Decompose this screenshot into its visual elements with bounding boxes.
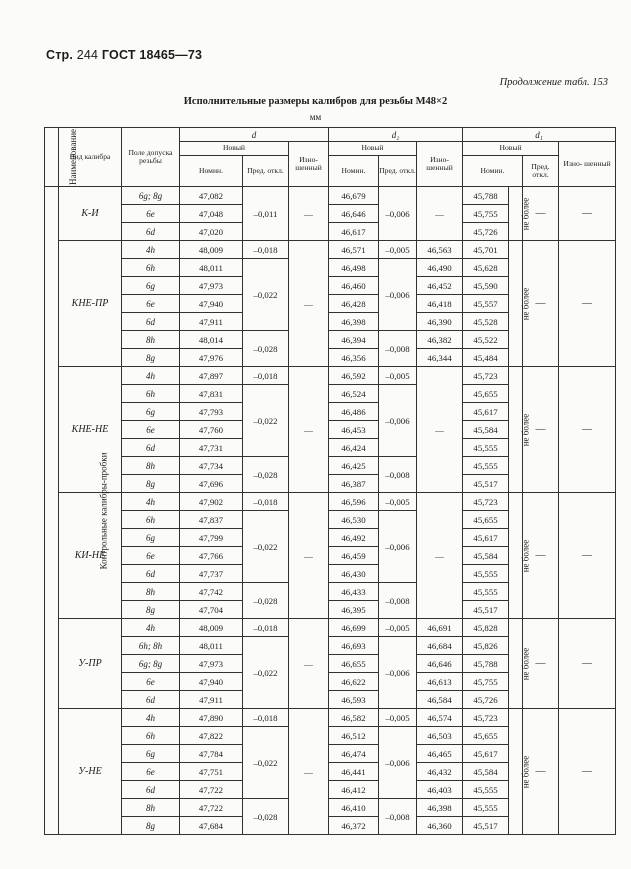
d2-nominal: 46,492 (329, 529, 379, 547)
tolerance-field: 6h (122, 511, 180, 529)
d1-nominal: 45,617 (463, 745, 509, 763)
d2-nominal: 46,453 (329, 421, 379, 439)
d-nominal: 47,742 (180, 583, 243, 601)
d2-nominal: 46,412 (329, 781, 379, 799)
d-deviation: –0,028 (243, 799, 289, 835)
d2-nominal: 46,460 (329, 277, 379, 295)
d-nominal: 47,684 (180, 817, 243, 835)
d-deviation: –0,018 (243, 241, 289, 259)
d2-deviation: –0,008 (379, 331, 417, 367)
d-nominal: 47,784 (180, 745, 243, 763)
d2-worn: 46,398 (417, 799, 463, 817)
d2-deviation: –0,005 (379, 619, 417, 637)
d-nominal: 47,940 (180, 673, 243, 691)
d2-nominal: 46,428 (329, 295, 379, 313)
d-nominal: 47,731 (180, 439, 243, 457)
d2-worn: 46,646 (417, 655, 463, 673)
units-label: мм (309, 112, 322, 122)
d-nominal: 47,911 (180, 313, 243, 331)
group-label: Контрольные калибры-пробки (45, 187, 59, 835)
tolerance-field: 8h (122, 583, 180, 601)
d2-deviation: –0,006 (379, 259, 417, 331)
tolerance-field: 8h (122, 331, 180, 349)
d-nominal: 47,976 (180, 349, 243, 367)
d2-nominal: 46,387 (329, 475, 379, 493)
d2-worn: 46,584 (417, 691, 463, 709)
gauge-kind: КНЕ-ПР (59, 241, 122, 367)
d2-worn: 46,452 (417, 277, 463, 295)
tolerance-field: 8h (122, 799, 180, 817)
d-deviation: –0,011 (243, 187, 289, 241)
table-row (45, 187, 616, 205)
d-nominal: 47,082 (180, 187, 243, 205)
d2-nominal: 46,395 (329, 601, 379, 619)
tolerance-field: 6g (122, 529, 180, 547)
d-nominal: 47,020 (180, 223, 243, 241)
d1-nominal: 45,655 (463, 511, 509, 529)
ne-bolee-label: не более (509, 187, 523, 241)
d1-nominal: 45,584 (463, 763, 509, 781)
tolerance-field: 6g; 8g (122, 187, 180, 205)
d2-deviation: –0,008 (379, 583, 417, 619)
table-row (45, 709, 616, 727)
d1-nominal: 45,723 (463, 493, 509, 511)
d1-nominal: 45,590 (463, 277, 509, 295)
d1-deviation: — (523, 493, 559, 619)
d1-nominal: 45,557 (463, 295, 509, 313)
header-d-new: Новый (180, 142, 289, 156)
header-d-nominal: Номин. (180, 156, 243, 187)
d-nominal: 48,011 (180, 259, 243, 277)
d1-worn: — (559, 709, 616, 835)
d-nominal: 47,890 (180, 709, 243, 727)
d2-nominal: 46,617 (329, 223, 379, 241)
d1-nominal: 45,555 (463, 457, 509, 475)
d-nominal: 47,831 (180, 385, 243, 403)
d2-nominal: 46,530 (329, 511, 379, 529)
tolerance-field: 6e (122, 295, 180, 313)
d1-nominal: 45,723 (463, 709, 509, 727)
gauge-kind: КНЕ-НЕ (59, 367, 122, 493)
d2-worn: 46,432 (417, 763, 463, 781)
d2-nominal: 46,498 (329, 259, 379, 277)
tolerance-field: 6d (122, 223, 180, 241)
tolerance-field: 4h (122, 241, 180, 259)
header-d1-deviation: Пред. откл. (523, 156, 559, 187)
d-nominal: 47,722 (180, 781, 243, 799)
d-deviation: –0,022 (243, 385, 289, 457)
d2-nominal: 46,512 (329, 727, 379, 745)
d-nominal: 47,722 (180, 799, 243, 817)
d2-nominal: 46,410 (329, 799, 379, 817)
d-deviation: –0,028 (243, 457, 289, 493)
d2-deviation: –0,006 (379, 637, 417, 709)
d2-worn: 46,390 (417, 313, 463, 331)
d2-worn: 46,503 (417, 727, 463, 745)
d1-nominal: 45,788 (463, 187, 509, 205)
d2-deviation: –0,006 (379, 727, 417, 799)
d-worn: — (289, 241, 329, 367)
header-d2-new: Новый (329, 142, 417, 156)
d2-nominal: 46,571 (329, 241, 379, 259)
d2-worn: 46,360 (417, 817, 463, 835)
d2-deviation: –0,008 (379, 799, 417, 835)
d2-nominal: 46,394 (329, 331, 379, 349)
d-worn: — (289, 619, 329, 709)
d2-nominal: 46,524 (329, 385, 379, 403)
header-kind: Вид калибра (59, 128, 122, 187)
d1-nominal: 45,617 (463, 529, 509, 547)
header-d-worn: Изно- шенный (289, 142, 329, 187)
tolerance-field: 4h (122, 493, 180, 511)
d2-deviation: –0,005 (379, 493, 417, 511)
d2-nominal: 46,356 (329, 349, 379, 367)
d2-worn: 46,691 (417, 619, 463, 637)
tolerance-field: 6h (122, 727, 180, 745)
d1-worn: — (559, 367, 616, 493)
tolerance-field: 6d (122, 691, 180, 709)
d1-worn: — (559, 241, 616, 367)
d1-worn: — (559, 187, 616, 241)
d2-deviation: –0,005 (379, 367, 417, 385)
d2-nominal: 46,486 (329, 403, 379, 421)
d1-nominal: 45,726 (463, 691, 509, 709)
tolerance-field: 6e (122, 763, 180, 781)
d-nominal: 47,902 (180, 493, 243, 511)
d1-nominal: 45,517 (463, 817, 509, 835)
d1-nominal: 45,528 (463, 313, 509, 331)
ne-bolee-label: не более (509, 619, 523, 709)
d1-nominal: 45,788 (463, 655, 509, 673)
d-deviation: –0,028 (243, 331, 289, 367)
d2-worn: 46,344 (417, 349, 463, 367)
d2-nominal: 46,693 (329, 637, 379, 655)
header-d2-nominal: Номин. (329, 156, 379, 187)
d-nominal: 48,014 (180, 331, 243, 349)
d1-nominal: 45,584 (463, 547, 509, 565)
tolerance-field: 4h (122, 709, 180, 727)
d2-nominal: 46,441 (329, 763, 379, 781)
d2-nominal: 46,646 (329, 205, 379, 223)
tolerance-field: 8g (122, 475, 180, 493)
tolerance-field: 6g; 8g (122, 655, 180, 673)
d-deviation: –0,018 (243, 619, 289, 637)
table-row (45, 493, 616, 511)
d2-nominal: 46,459 (329, 547, 379, 565)
d-nominal: 47,737 (180, 565, 243, 583)
d1-nominal: 45,655 (463, 385, 509, 403)
header-d: d (180, 128, 329, 142)
d2-nominal: 46,582 (329, 709, 379, 727)
d1-nominal: 45,555 (463, 565, 509, 583)
d-nominal: 47,696 (180, 475, 243, 493)
d1-nominal: 45,726 (463, 223, 509, 241)
d2-nominal: 46,655 (329, 655, 379, 673)
d1-nominal: 45,584 (463, 421, 509, 439)
d2-nominal: 46,424 (329, 439, 379, 457)
tolerance-field: 6g (122, 403, 180, 421)
d-worn: — (289, 493, 329, 619)
d2-deviation: –0,005 (379, 241, 417, 259)
d2-worn: 46,465 (417, 745, 463, 763)
page-number: 244 (76, 48, 99, 62)
d-nominal: 47,973 (180, 277, 243, 295)
d2-nominal: 46,592 (329, 367, 379, 385)
d1-nominal: 45,755 (463, 205, 509, 223)
tolerance-field: 6h; 8h (122, 637, 180, 655)
d-deviation: –0,022 (243, 511, 289, 583)
d-nominal: 48,009 (180, 619, 243, 637)
tolerance-field: 4h (122, 619, 180, 637)
d-deviation: –0,022 (243, 727, 289, 799)
header-d1-worn: Изно- шенный (559, 142, 616, 187)
table-row (45, 619, 616, 637)
header-d2-worn: Изно- шенный (417, 142, 463, 187)
tolerance-field: 6d (122, 565, 180, 583)
tolerance-field: 8h (122, 457, 180, 475)
header-name: Наименование (45, 128, 59, 187)
header-d2: d₂ (329, 128, 463, 142)
d2-nominal: 46,593 (329, 691, 379, 709)
d-deviation: –0,018 (243, 709, 289, 727)
d2-worn: 46,490 (417, 259, 463, 277)
d2-nominal: 46,425 (329, 457, 379, 475)
d2-worn: 46,684 (417, 637, 463, 655)
page-header (46, 48, 202, 62)
tolerance-field: 6e (122, 205, 180, 223)
d2-nominal: 46,699 (329, 619, 379, 637)
d2-deviation: –0,006 (379, 511, 417, 583)
d2-worn: — (417, 367, 463, 493)
d-nominal: 47,760 (180, 421, 243, 439)
d2-worn: 46,403 (417, 781, 463, 799)
tolerance-field: 6d (122, 781, 180, 799)
d1-nominal: 45,617 (463, 403, 509, 421)
d-nominal: 47,973 (180, 655, 243, 673)
d1-worn: — (559, 619, 616, 709)
table-title: Исполнительные размеры калибров для резьбы М48×2 (183, 96, 448, 107)
tolerance-field: 6e (122, 673, 180, 691)
table-row (45, 367, 616, 385)
d-worn: — (289, 709, 329, 835)
page-prefix: Стр. (46, 48, 74, 62)
gauge-kind: К-И (59, 187, 122, 241)
d-nominal: 47,822 (180, 727, 243, 745)
tolerance-field: 8g (122, 601, 180, 619)
d-deviation: –0,018 (243, 493, 289, 511)
d2-worn: — (417, 187, 463, 241)
d1-nominal: 45,555 (463, 781, 509, 799)
tolerance-field: 6d (122, 313, 180, 331)
d1-deviation: — (523, 619, 559, 709)
d1-nominal: 45,555 (463, 799, 509, 817)
ne-bolee-label: не более (509, 709, 523, 835)
header-d2-deviation: Пред. откл. (379, 156, 417, 187)
d-worn: — (289, 187, 329, 241)
d1-nominal: 45,828 (463, 619, 509, 637)
d1-nominal: 45,826 (463, 637, 509, 655)
tolerance-field: 6e (122, 547, 180, 565)
d1-deviation: — (523, 241, 559, 367)
d2-worn: 46,563 (417, 241, 463, 259)
d1-nominal: 45,755 (463, 673, 509, 691)
d2-worn: 46,382 (417, 331, 463, 349)
d1-nominal: 45,555 (463, 583, 509, 601)
table-row (45, 241, 616, 259)
d2-deviation: –0,006 (379, 187, 417, 241)
tolerance-field: 6e (122, 421, 180, 439)
d-nominal: 47,799 (180, 529, 243, 547)
gauge-kind: У-ПР (59, 619, 122, 709)
d-deviation: –0,022 (243, 637, 289, 709)
d-worn: — (289, 367, 329, 493)
d-nominal: 47,940 (180, 295, 243, 313)
d2-deviation: –0,005 (379, 709, 417, 727)
d-deviation: –0,028 (243, 583, 289, 619)
d1-deviation: — (523, 367, 559, 493)
tolerance-field: 8g (122, 817, 180, 835)
tolerance-field: 6h (122, 385, 180, 403)
d1-nominal: 45,555 (463, 439, 509, 457)
d2-worn: — (417, 493, 463, 619)
d1-nominal: 45,655 (463, 727, 509, 745)
d-nominal: 47,048 (180, 205, 243, 223)
d1-nominal: 45,484 (463, 349, 509, 367)
d-nominal: 47,704 (180, 601, 243, 619)
d-nominal: 47,751 (180, 763, 243, 781)
d1-nominal: 45,723 (463, 367, 509, 385)
d-deviation: –0,018 (243, 367, 289, 385)
d2-nominal: 46,474 (329, 745, 379, 763)
d2-nominal: 46,433 (329, 583, 379, 601)
d-nominal: 48,011 (180, 637, 243, 655)
tolerance-field: 6g (122, 745, 180, 763)
d-nominal: 47,734 (180, 457, 243, 475)
tolerance-field: 6d (122, 439, 180, 457)
d-nominal: 47,837 (180, 511, 243, 529)
tolerance-field: 8g (122, 349, 180, 367)
continuation-note: Продолжение табл. 153 (499, 77, 608, 88)
d-deviation: –0,022 (243, 259, 289, 331)
d-nominal: 48,009 (180, 241, 243, 259)
d2-nominal: 46,596 (329, 493, 379, 511)
d1-worn: — (559, 493, 616, 619)
d-nominal: 47,766 (180, 547, 243, 565)
header-d1: d₁ (463, 128, 616, 142)
d1-nominal: 45,522 (463, 331, 509, 349)
document-code: ГОСТ 18465—73 (101, 48, 203, 62)
d2-nominal: 46,622 (329, 673, 379, 691)
d-nominal: 47,793 (180, 403, 243, 421)
d2-deviation: –0,008 (379, 457, 417, 493)
tolerance-field: 4h (122, 367, 180, 385)
d2-nominal: 46,430 (329, 565, 379, 583)
d2-worn: 46,574 (417, 709, 463, 727)
d2-nominal: 46,372 (329, 817, 379, 835)
d1-nominal: 45,517 (463, 475, 509, 493)
ne-bolee-label: не более (509, 367, 523, 493)
d2-worn: 46,613 (417, 673, 463, 691)
ne-bolee-label: не более (509, 493, 523, 619)
d2-deviation: –0,006 (379, 385, 417, 457)
d-nominal: 47,911 (180, 691, 243, 709)
d1-nominal: 45,517 (463, 601, 509, 619)
d-nominal: 47,897 (180, 367, 243, 385)
d2-nominal: 46,398 (329, 313, 379, 331)
d2-worn: 46,418 (417, 295, 463, 313)
d1-deviation: — (523, 709, 559, 835)
d1-nominal: 45,701 (463, 241, 509, 259)
header-tolerance: Поле допуска резьбы (122, 128, 180, 187)
d2-nominal: 46,679 (329, 187, 379, 205)
header-d1-new: Новый (463, 142, 559, 156)
tolerance-field: 6g (122, 277, 180, 295)
header-d1-nominal: Номин. (463, 156, 523, 187)
d1-nominal: 45,628 (463, 259, 509, 277)
gauge-dimensions-table (44, 127, 616, 835)
tolerance-field: 6h (122, 259, 180, 277)
gauge-kind: КИ-НЕ (59, 493, 122, 619)
ne-bolee-label: не более (509, 241, 523, 367)
gauge-kind: У-НЕ (59, 709, 122, 835)
d1-deviation: — (523, 187, 559, 241)
header-d-deviation: Пред. откл. (243, 156, 289, 187)
